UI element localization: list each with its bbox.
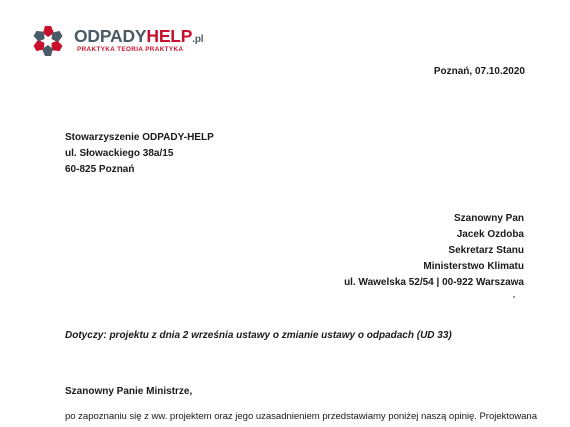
sender-line: 60-825 Poznań: [65, 164, 135, 175]
letter-date: Poznań, 07.10.2020: [433, 66, 525, 77]
recipient-line: ul. Wawelska 52/54 | 00-922 Warszawa: [344, 277, 524, 288]
body-paragraph: po zapoznaniu się z ww. projektem oraz jego uzasadnieniem przedstawiamy poniżej naszą opinię. Projektowana: [65, 411, 537, 422]
recipient-line: Ministerstwo Klimatu: [423, 261, 524, 272]
logo-tagline: PRAKTYKA TEORIA PRAKTYKA: [77, 46, 184, 53]
sender-line: Stowarzyszenie ODPADY-HELP: [65, 132, 214, 143]
sender-line: ul. Słowackiego 38a/15: [65, 148, 174, 159]
company-logo: [30, 20, 230, 60]
logo-word-odpady: ODPADY: [74, 26, 147, 46]
sender-address: [65, 130, 214, 178]
recipient-line: Sekretarz Stanu: [448, 245, 524, 256]
logo-word-suffix: .pl: [192, 34, 204, 45]
recipient-line: Szanowny Pan: [453, 213, 524, 224]
stray-dot: [513, 296, 515, 298]
logo-word-help: HELP: [146, 26, 193, 46]
recipient-line: Jacek Ozdoba: [456, 229, 524, 240]
letter-salutation: Szanowny Panie Ministrze,: [65, 386, 193, 397]
logo-emblem-icon: [30, 23, 66, 59]
recipient-address: [344, 211, 524, 291]
letter-subject: Dotyczy: projektu z dnia 2 września ustawy o zmianie ustawy o odpadach (UD 33): [65, 330, 452, 341]
